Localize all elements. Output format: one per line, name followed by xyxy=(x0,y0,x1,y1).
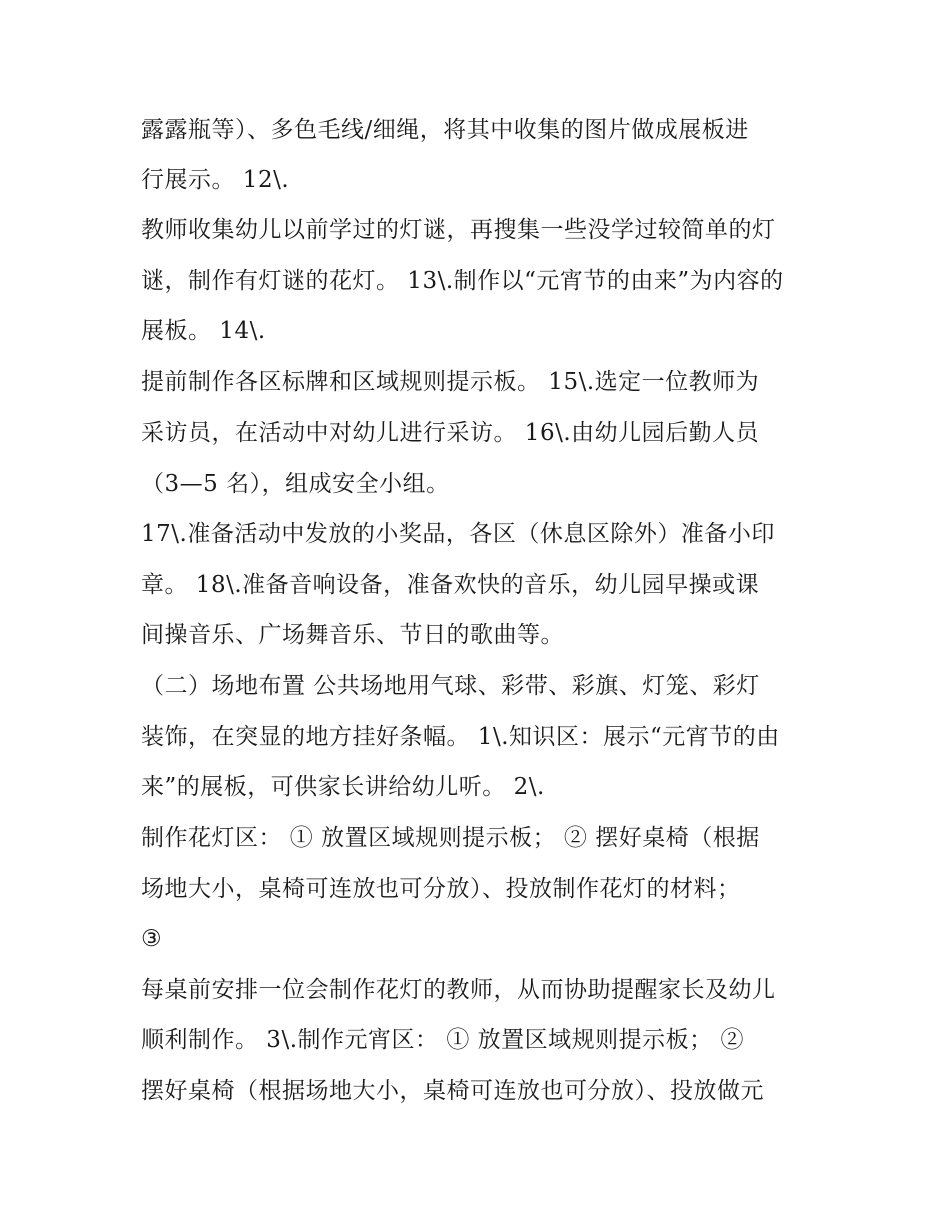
text-line: （3—5 名），组成安全小组。 xyxy=(141,471,450,497)
text-line: 场地大小，桌椅可连放也可分放）、投放制作花灯的材料； xyxy=(141,876,741,902)
text-line: （二）场地布置 公共场地用气球、彩带、彩旗、灯笼、彩灯 xyxy=(141,673,760,699)
text-line: 教师收集幼儿以前学过的灯谜，再搜集一些没学过较简单的灯 xyxy=(141,217,776,243)
text-line: 行展示。 12\. xyxy=(141,167,290,193)
text-line: 展板。 14\. xyxy=(141,318,266,344)
text-line: 制作花灯区： ① 放置区域规则提示板； ② 摆好桌椅（根据 xyxy=(141,825,760,851)
text-line: 17\.准备活动中发放的小奖品，各区（休息区除外）准备小印 xyxy=(141,521,775,547)
text-line: 间操音乐、广场舞音乐、节日的歌曲等。 xyxy=(141,622,564,648)
text-line: 摆好桌椅（根据场地大小，桌椅可连放也可分放）、投放做元 xyxy=(141,1078,764,1104)
text-line: 采访员，在活动中对幼儿进行采访。 16\.由幼儿园后勤人员 xyxy=(141,420,760,446)
text-line: 露露瓶等）、多色毛线/细绳，将其中收集的图片做成展板进 xyxy=(141,117,749,143)
text-line: 章。 18\.准备音响设备，准备欢快的音乐，幼儿园早操或课 xyxy=(141,572,760,598)
text-line: 装饰，在突显的地方挂好条幅。 1\.知识区：展示“元宵节的由 xyxy=(141,724,780,750)
text-line: 谜，制作有灯谜的花灯。 13\.制作以“元宵节的由来”为内容的 xyxy=(141,268,784,294)
text-line: ③ xyxy=(141,926,163,952)
text-line: 每桌前安排一位会制作花灯的教师，从而协助提醒家长及幼儿 xyxy=(141,977,776,1003)
text-line: 来”的展板，可供家长讲给幼儿听。 2\. xyxy=(141,774,545,800)
text-line: 提前制作各区标牌和区域规则提示板。 15\.选定一位教师为 xyxy=(141,369,760,395)
text-line: 顺利制作。 3\.制作元宵区： ① 放置区域规则提示板； ② xyxy=(141,1027,744,1053)
